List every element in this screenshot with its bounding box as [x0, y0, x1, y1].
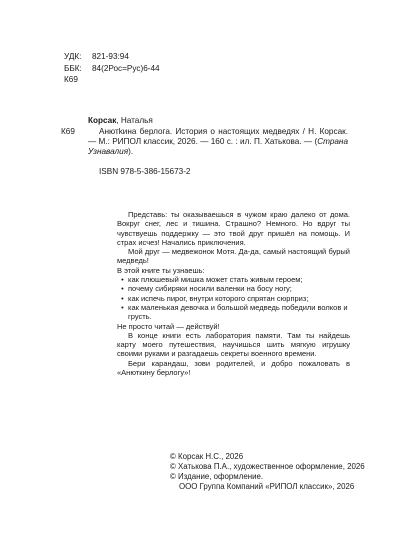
series-name: Страна Узнавалия: [88, 137, 348, 157]
list-item: [117, 284, 350, 293]
bbk-row: [64, 64, 160, 76]
udk-row: [64, 52, 160, 64]
copyright-edition: © Издание, оформление.: [170, 472, 264, 482]
udk-label: УДК:: [64, 52, 82, 61]
bullet-text: как маленькая девочка и большой медведь победили волков и грусть.: [128, 302, 348, 322]
annotation-bullet-list: [117, 275, 350, 321]
author-code: К69: [64, 75, 78, 84]
description-end: ).: [128, 147, 134, 157]
copyright-author: © Корсак Н.С., 2026: [170, 452, 244, 461]
copyright-publisher: ООО Группа Компаний «РИПОЛ классик», 2026: [179, 482, 355, 492]
udk-value: 821-93:94: [92, 52, 129, 61]
bullet-icon: •: [121, 284, 124, 294]
annotation-paragraph-6: Бери карандаш, зови родителей, и добро пожаловать в «Анюткину берлогу»!: [117, 358, 350, 378]
bullet-icon: •: [121, 302, 124, 312]
copyright-illustrator: © Хатькова П.А., художественное оформление, 2026: [170, 462, 365, 472]
annotation-paragraph-1: Представь: ты оказываешься в чужом краю далеко от дома. Вокруг снег, лес и тишина. Страшно? Немного. Но вдруг ты чувствуешь поддержку — это твой друг пришёл на помощь. И страх исчез! Начались приключения.: [117, 210, 350, 247]
description-text: Анютkина берлога. История о настоящих медведях / Н. Корсак. — М.: РИПОЛ классик, 2026. — 160 с. : ил. П. Хатькова. — (: [88, 127, 348, 147]
description-paragraph: [88, 127, 348, 158]
copyright-block: [170, 452, 365, 492]
bullet-icon: •: [121, 275, 124, 285]
author-line: [88, 116, 348, 127]
bibliographic-description: [88, 127, 348, 158]
list-item: [117, 303, 350, 322]
annotation-paragraph-3: В этой книге ты узнаешь:: [117, 265, 205, 275]
bullet-text: как плюшевый мишка может стать живым героем;: [128, 275, 303, 285]
side-author-code: К69: [61, 127, 75, 136]
annotation-paragraph-2: Мой друг — медвежонок Мотя. Да-да, самый настоящий бурый медведь!: [117, 247, 350, 266]
classification-block: [64, 52, 160, 87]
annotation-paragraph-5: В конце книги есть лаборатория памяти. Там ты найдешь карту моего путешествия, научишься шить мягкую игрушку своими руками и разгадаешь секреты военного времени.: [117, 330, 350, 359]
author-surname: Корсак: [88, 116, 117, 125]
bbk-value: 84(2Рос=Рус)6-44: [92, 63, 160, 73]
annotation-paragraph-4: Не просто читай — действуй!: [117, 321, 220, 331]
bbk-label: ББК:: [64, 63, 82, 73]
isbn: ISBN 978-5-386-15673-2: [99, 166, 191, 176]
list-item: [117, 275, 350, 284]
bullet-icon: •: [121, 293, 124, 303]
list-item: [117, 294, 350, 303]
annotation: [117, 210, 350, 377]
bibliographic-entry: [88, 116, 348, 177]
author-name: , Наталья: [116, 116, 153, 125]
bullet-text: почему сибиряки носили валенки на босу ногу;: [128, 284, 292, 294]
bullet-text: как испечь пирог, внутри которого спрятан сюрприз;: [128, 293, 309, 303]
